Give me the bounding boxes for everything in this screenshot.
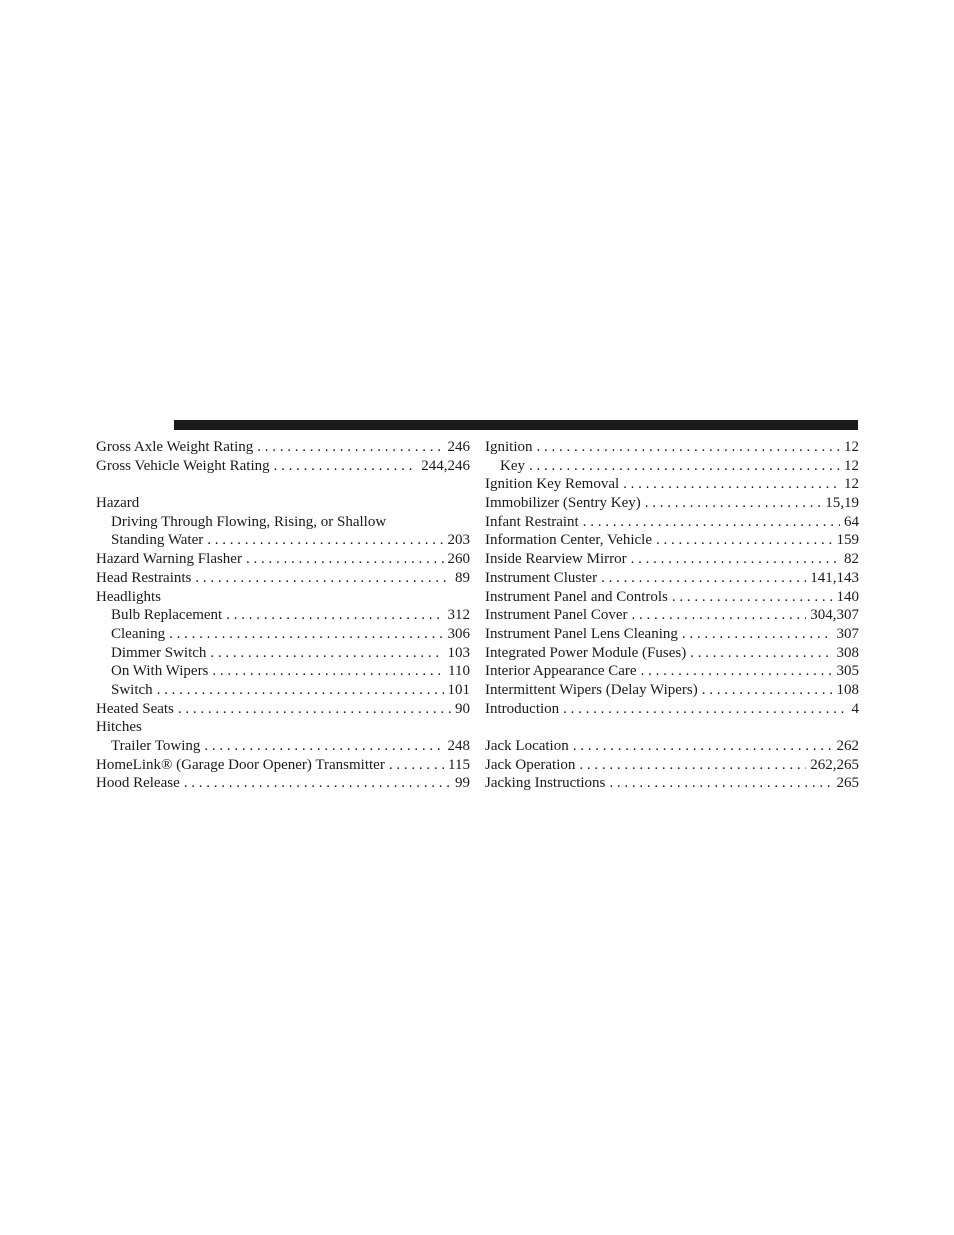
index-entry-label: Immobilizer (Sentry Key) <box>485 495 641 512</box>
index-entry <box>96 457 470 476</box>
index-subentry <box>96 531 470 550</box>
index-spacer <box>96 475 470 494</box>
index-entry <box>485 662 859 681</box>
index-entry <box>96 550 470 569</box>
index-entry-page: 101 <box>447 681 470 698</box>
index-column-left <box>96 438 470 793</box>
index-entry-page: 110 <box>448 663 470 680</box>
index-entry-label: Instrument Cluster <box>485 569 598 586</box>
index-entry <box>485 438 859 457</box>
dot-leader <box>204 737 443 756</box>
index-entry-label: Key <box>500 457 525 474</box>
dot-leader <box>184 774 451 793</box>
dot-leader <box>178 700 451 719</box>
index-entry-page: 307 <box>836 625 859 642</box>
index-entry <box>485 494 859 513</box>
dot-leader <box>583 513 840 532</box>
index-entry-page: 308 <box>836 644 859 661</box>
index-entry <box>96 569 470 588</box>
index-entry-page: 265 <box>836 775 859 792</box>
index-entry <box>485 774 859 793</box>
index-entry-page: 159 <box>836 532 859 549</box>
dot-leader <box>274 457 418 476</box>
index-subentry <box>96 681 470 700</box>
index-entry-page: 90 <box>455 700 470 717</box>
index-entry-page: 4 <box>851 700 859 717</box>
index-entry-label: Instrument Panel Cover <box>485 607 628 624</box>
index-entry-label: Hazard Warning Flasher <box>96 551 242 568</box>
index-entry-label: Headlights <box>96 588 161 605</box>
index-entry-page: 15,19 <box>825 495 859 512</box>
index-entry-page: 82 <box>844 551 859 568</box>
index-entry <box>485 513 859 532</box>
dot-leader <box>631 550 840 569</box>
index-entry-label: Gross Vehicle Weight Rating <box>96 457 270 474</box>
index-entry <box>96 494 470 513</box>
index-entry <box>485 625 859 644</box>
index-spacer <box>485 718 859 737</box>
index-entry-label: Head Restraints <box>96 569 192 586</box>
index-entry-page: 305 <box>836 663 859 680</box>
index-entry-label: Introduction <box>485 700 560 717</box>
index-entry <box>485 588 859 607</box>
index-subentry <box>96 644 470 663</box>
index-entry-page: 115 <box>448 756 470 773</box>
index-entry-label: Jack Location <box>485 738 569 754</box>
dot-leader <box>246 550 444 569</box>
index-entry-label: Hazard <box>96 495 140 512</box>
index-entry-page: 246 <box>447 439 470 455</box>
index-entry-page: 12 <box>844 439 859 455</box>
index-entry-page: 141,143 <box>810 569 859 586</box>
index-entry-label: Hood Release <box>96 775 180 792</box>
index-entry-label: Jacking Instructions <box>485 775 606 792</box>
index-entry <box>485 737 859 756</box>
dot-leader <box>157 681 444 700</box>
dot-leader <box>169 625 443 644</box>
index-entry-page: 203 <box>447 532 470 549</box>
index-entry-page: 99 <box>455 775 470 792</box>
dot-leader <box>579 756 806 775</box>
index-entry-page: 306 <box>447 625 470 642</box>
index-entry-label: Heated Seats <box>96 700 174 717</box>
dot-leader <box>656 531 833 550</box>
dot-leader <box>672 588 833 607</box>
index-entry-page: 12 <box>844 457 859 474</box>
index-entry-label: Ignition Key Removal <box>485 476 620 493</box>
dot-leader <box>573 737 833 756</box>
index-entry-page: 108 <box>836 681 859 698</box>
index-subentry <box>96 737 470 756</box>
index-entry-page: 262 <box>836 738 859 754</box>
index-entry-label: Inside Rearview Mirror <box>485 551 627 568</box>
index-entry-label: Ignition <box>485 439 533 455</box>
index-entry-page: 89 <box>455 569 470 586</box>
dot-leader <box>257 438 443 457</box>
index-entry <box>485 475 859 494</box>
index-entry <box>96 756 470 775</box>
dot-leader <box>623 475 840 494</box>
index-entry-page: 312 <box>447 607 470 624</box>
dot-leader <box>601 569 806 588</box>
header-rule <box>174 420 858 430</box>
index-subentry <box>96 625 470 644</box>
index-entry-label: Gross Axle Weight Rating <box>96 439 254 455</box>
index-entry-label: Bulb Replacement <box>111 607 223 624</box>
index-entry-label: Intermittent Wipers (Delay Wipers) <box>485 681 698 698</box>
index-entry <box>485 700 859 719</box>
index-entry <box>485 644 859 663</box>
index-entry-label: Information Center, Vehicle <box>485 532 652 549</box>
index-entry-label: On With Wipers <box>111 663 209 680</box>
dot-leader <box>609 774 832 793</box>
index-entry <box>96 438 470 457</box>
index-entry <box>485 569 859 588</box>
dot-leader <box>645 494 821 513</box>
index-entry-label: Trailer Towing <box>111 738 201 754</box>
dot-leader <box>537 438 841 457</box>
dot-leader <box>195 569 451 588</box>
index-entry-page: 12 <box>844 476 859 493</box>
index-entry-label: Cleaning <box>111 625 166 642</box>
dot-leader <box>207 531 443 550</box>
index-entry-page: 103 <box>447 644 470 661</box>
index-entry-label: Driving Through Flowing, Rising, or Shallow <box>111 513 387 530</box>
index-entry-label: Interior Appearance Care <box>485 663 637 680</box>
index-subentry <box>485 457 859 476</box>
dot-leader <box>702 681 833 700</box>
index-entry-label: Jack Operation <box>485 756 576 773</box>
index-entry <box>96 774 470 793</box>
index-entry <box>485 606 859 625</box>
dot-leader <box>212 662 444 681</box>
index-entry-page: 64 <box>844 513 859 530</box>
index-entry <box>96 718 470 737</box>
dot-leader <box>529 457 840 476</box>
index-entry <box>485 756 859 775</box>
dot-leader <box>631 606 806 625</box>
dot-leader <box>389 756 444 775</box>
index-subentry <box>96 513 470 532</box>
dot-leader <box>690 644 832 663</box>
dot-leader <box>641 662 833 681</box>
index-entry-label: Switch <box>111 681 153 698</box>
index-entry-label: Standing Water <box>111 532 204 549</box>
index-entry-label: HomeLink® (Garage Door Opener) Transmitter <box>96 756 385 773</box>
dot-leader <box>210 644 443 663</box>
index-entry <box>485 531 859 550</box>
dot-leader <box>682 625 833 644</box>
index-entry-label: Hitches <box>96 719 142 736</box>
index-entry <box>485 681 859 700</box>
index-entry-label: Infant Restraint <box>485 513 579 530</box>
index-entry-label: Dimmer Switch <box>111 644 207 661</box>
index-entry-label: Integrated Power Module (Fuses) <box>485 644 687 661</box>
index-entry-page: 244,246 <box>421 457 470 474</box>
index-subentry <box>96 606 470 625</box>
dot-leader <box>563 700 847 719</box>
index-entry-page: 262,265 <box>810 756 859 773</box>
index-entry <box>485 550 859 569</box>
index-subentry <box>96 662 470 681</box>
dot-leader <box>226 606 443 625</box>
index-entry-page: 260 <box>447 551 470 568</box>
index-column-right <box>485 438 859 793</box>
index-entry-page: 304,307 <box>810 607 859 624</box>
index-entry-label: Instrument Panel and Controls <box>485 588 668 605</box>
index-entry <box>96 700 470 719</box>
index-entry-page: 248 <box>447 738 470 754</box>
index-entry-page: 140 <box>836 588 859 605</box>
index-entry-label: Instrument Panel Lens Cleaning <box>485 625 678 642</box>
index-entry <box>96 588 470 607</box>
